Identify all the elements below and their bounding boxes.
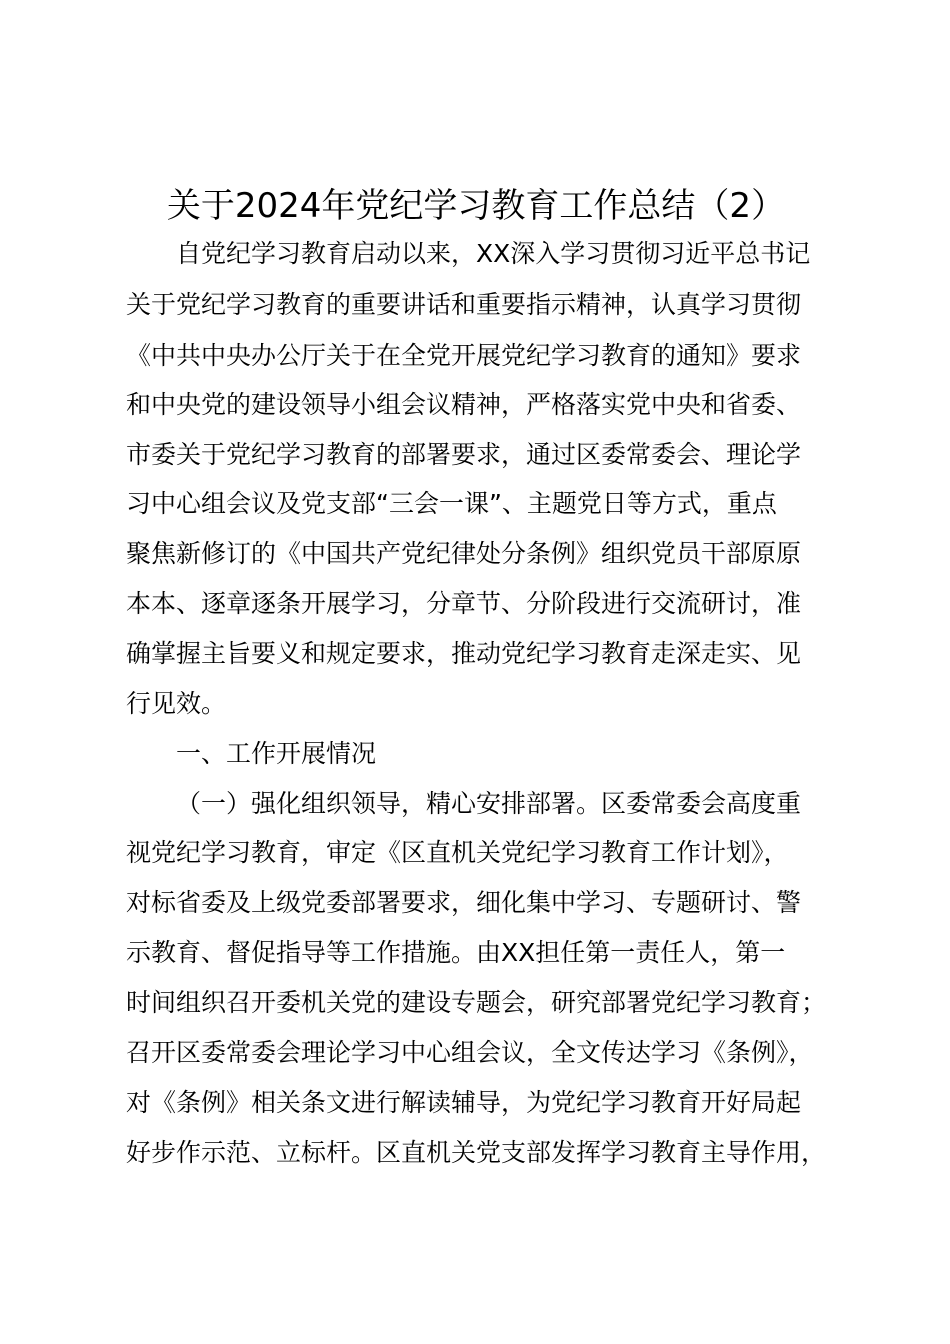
paragraph-line: 示教育、督促指导等工作措施。由XX担任第一责任人，第一: [126, 938, 786, 967]
paragraph-line: 和中央党的建设领导小组会议精神，严格落实党中央和省委、: [126, 390, 802, 419]
paragraph-line: 确掌握主旨要义和规定要求，推动党纪学习教育走深走实、见: [126, 639, 802, 668]
paragraph-line: 召开区委常委会理论学习中心组会议，全文传达学习《条例》，: [126, 1038, 814, 1067]
paragraph-line: 市委关于党纪学习教育的部署要求，通过区委常委会、理论学: [126, 440, 802, 469]
paragraph-line: 本本、逐章逐条开展学习，分章节、分阶段进行交流研讨，准: [126, 589, 802, 618]
paragraph-line: 时间组织召开委机关党的建设专题会，研究部署党纪学习教育；: [126, 988, 827, 1017]
paragraph-line: 对《条例》相关条文进行解读辅导，为党纪学习教育开好局起: [126, 1088, 802, 1117]
paragraph-line: 《中共中央办公厅关于在全党开展党纪学习教育的通知》要求: [126, 341, 802, 370]
section-heading: 一、工作开展情况: [176, 739, 377, 768]
paragraph-line: 行见效。: [126, 689, 227, 718]
paragraph-line: 对标省委及上级党委部署要求，细化集中学习、专题研讨、警: [126, 888, 802, 917]
paragraph-line: 关于党纪学习教育的重要讲话和重要指示精神，认真学习贯彻: [126, 290, 802, 319]
paragraph-line: 视党纪学习教育，审定《区直机关党纪学习教育工作计划》，: [126, 838, 789, 867]
document-title: 关于2024年党纪学习教育工作总结（2）: [166, 186, 786, 226]
paragraph-line: 聚焦新修订的《中国共产党纪律处分条例》组织党员干部原原: [126, 539, 802, 568]
paragraph-line: 习中心组会议及党支部“三会一课”、主题党日等方式，重点: [126, 489, 777, 518]
paragraph-line: （一）强化组织领导，精心安排部署。区委常委会高度重: [176, 789, 802, 818]
paragraph-line: 自党纪学习教育启动以来，XX深入学习贯彻习近平总书记: [176, 239, 811, 268]
paragraph-line: 好步作示范、立标杆。区直机关党支部发挥学习教育主导作用，: [126, 1138, 827, 1167]
